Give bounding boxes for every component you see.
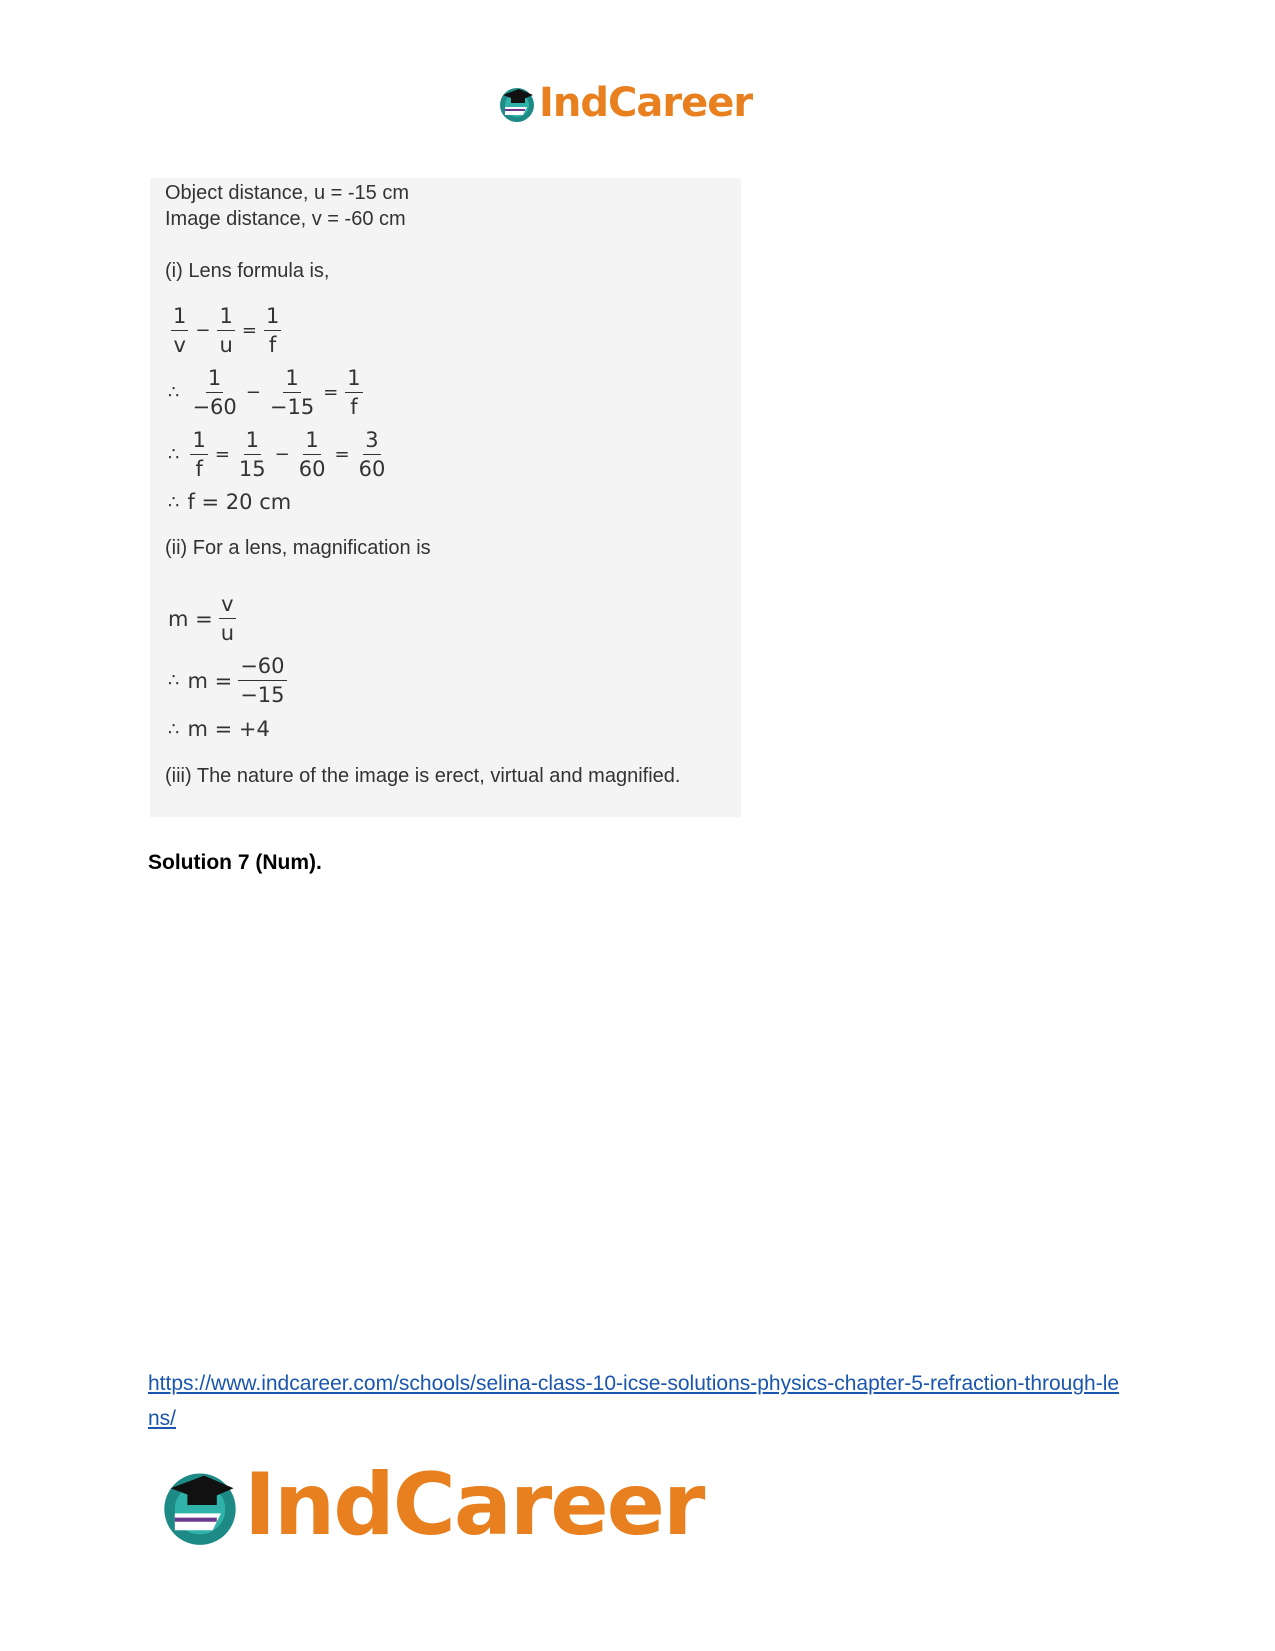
source-link[interactable]: https://www.indcareer.com/schools/selina-class-10-icse-solutions-physics-chapter-5-refraction-through-lens/ — [148, 1372, 1120, 1430]
object-distance-text: Object distance, u = -15 cm — [165, 182, 410, 204]
logo-text: IndCareer — [539, 80, 753, 126]
operator: = — [334, 444, 350, 465]
therefore-symbol: ∴ — [168, 670, 180, 691]
part2-title: (ii) For a lens, magnification is — [165, 537, 431, 559]
part1-title: (i) Lens formula is, — [165, 260, 330, 282]
operator: − — [195, 320, 211, 341]
graduation-cap-icon — [497, 83, 537, 123]
focal-length-equation — [168, 426, 390, 483]
magnification-formula — [168, 590, 239, 647]
therefore-symbol: ∴ — [168, 382, 180, 403]
operator: = — [241, 320, 257, 341]
fraction: $\frac{1}{f}$ — [192, 428, 206, 481]
result-text: m = +4 — [187, 717, 270, 741]
lens-formula-equation — [168, 302, 284, 359]
image-distance-text: Image distance, v = -60 cm — [165, 208, 406, 230]
fraction: $\frac{-60}{-15}$ — [240, 654, 285, 707]
footer-logo — [158, 1455, 703, 1555]
fraction: $\frac{1}{f}$ — [265, 304, 280, 357]
fraction: $\frac{1}{60}$ — [298, 428, 326, 481]
graduation-cap-icon — [158, 1463, 242, 1547]
operator: = — [323, 382, 339, 403]
fraction: $\frac{1}{15}$ — [238, 428, 266, 481]
solution-heading: Solution 7 (Num). — [148, 851, 322, 874]
operator: = — [214, 444, 230, 465]
therefore-symbol: ∴ — [168, 444, 180, 465]
fraction: $\frac{1}{-60}$ — [192, 366, 237, 419]
lhs-text: m = — [168, 606, 213, 631]
fraction: $\frac{3}{60}$ — [358, 428, 386, 481]
substitution-equation — [168, 364, 366, 421]
logo-text: IndCareer — [244, 1455, 704, 1555]
therefore-symbol: ∴ — [168, 718, 180, 740]
fraction: $\frac{1}{f}$ — [347, 366, 361, 419]
focal-length-result — [168, 490, 291, 514]
result-text: f = 20 cm — [187, 490, 292, 514]
solution-box — [150, 178, 741, 817]
operator: − — [274, 444, 290, 465]
header-logo — [497, 80, 752, 126]
lhs-text: m = — [187, 668, 233, 693]
part3-text: (iii) The nature of the image is erect, virtual and magnified. — [165, 765, 681, 787]
magnification-result — [168, 717, 270, 741]
therefore-symbol: ∴ — [168, 491, 180, 513]
fraction: $\frac{1}{v}$ — [173, 304, 187, 357]
fraction: $\frac{1}{u}$ — [219, 304, 233, 357]
magnification-substitution — [168, 652, 290, 709]
operator: − — [245, 382, 261, 403]
fraction: $\frac{v}{u}$ — [220, 592, 235, 645]
fraction: $\frac{1}{-15}$ — [269, 366, 315, 419]
